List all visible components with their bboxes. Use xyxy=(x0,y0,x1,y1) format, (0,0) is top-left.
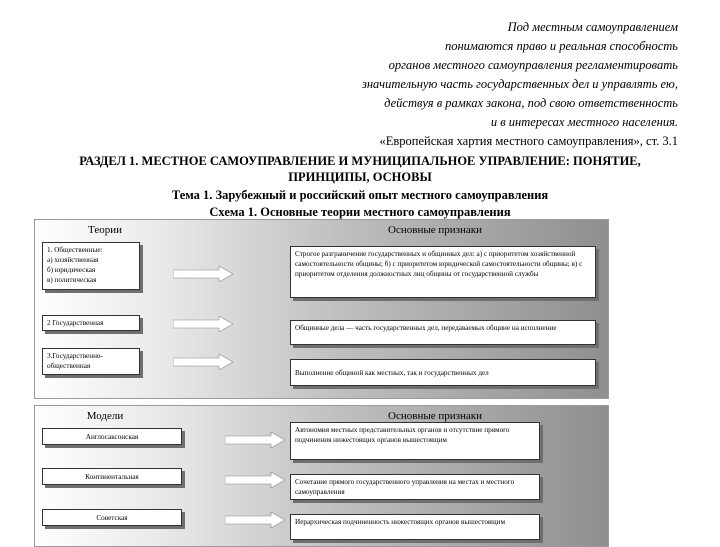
arrow-icon xyxy=(225,512,285,528)
model-soviet-feature: Иерархическая подчиненность нижестоящих органов вышестоящим xyxy=(290,514,540,540)
models-panel xyxy=(34,405,609,547)
models-column-header: Модели xyxy=(86,410,124,422)
topic-title: Тема 1. Зарубежный и российский опыт местного самоуправления xyxy=(171,188,549,202)
theory-public-feature: Строгое разграничение государственных и общинных дел: а) с приоритетом хозяйственной самостоятельности общины; б) с приоритетом юридической самостоятельности общины; в) с приоритетом отделения должностных лиц общины от государственной службы xyxy=(290,246,596,298)
theory-public-box: 1. Общественные: а) хозяйственная б) юридическая в) политическая xyxy=(42,242,140,290)
theory-state-public-box: 3.Государственно- общественная xyxy=(42,348,140,375)
arrow-icon xyxy=(225,432,285,448)
section-title-line-1: РАЗДЕЛ 1. МЕСТНОЕ САМОУПРАВЛЕНИЕ И МУНИЦИПАЛЬНОЕ УПРАВЛЕНИЕ: ПОНЯТИЕ, xyxy=(79,154,641,168)
arrow-icon xyxy=(173,266,233,282)
theories-column-header: Теории xyxy=(88,224,122,236)
epigraph xyxy=(258,18,678,151)
epigraph-line: и в интересах местного населения. xyxy=(490,115,678,129)
theory-state-box: 2 Государственная xyxy=(42,315,140,331)
epigraph-source: «Европейская хартия местного самоуправления», ст. 3.1 xyxy=(379,134,678,148)
theories-features-header: Основные признаки xyxy=(388,224,482,236)
model-anglo-saxon-box: Англосаксонская xyxy=(42,428,182,445)
model-anglo-saxon-feature: Автономия местных представительных органов и отсутствие прямого подчинения нижестоящих органов вышестоящим xyxy=(290,422,540,460)
scheme-title: Схема 1. Основные теории местного самоуправления xyxy=(209,205,511,219)
arrow-icon xyxy=(173,354,233,370)
theory-state-public-feature: Выполнение общиной как местных, так и государственных дел xyxy=(290,359,596,386)
model-continental-feature: Сочетание прямого государственного управления на местах и местного самоуправления xyxy=(290,474,540,500)
section-title-line-2: ПРИНЦИПЫ, ОСНОВЫ xyxy=(288,170,432,184)
model-soviet-box: Советская xyxy=(42,509,182,526)
model-continental-box: Континентальная xyxy=(42,468,182,485)
epigraph-line: действуя в рамках закона, под свою ответственность xyxy=(384,96,678,110)
models-features-header: Основные признаки xyxy=(388,410,482,422)
epigraph-line: органов местного самоуправления регламентировать xyxy=(388,58,678,72)
theories-panel xyxy=(34,219,609,399)
theory-state-feature: Общинные дела — часть государственных дел, передаваемых общине на исполнение xyxy=(290,320,596,345)
epigraph-line: Под местным самоуправлением xyxy=(507,20,678,34)
arrow-icon xyxy=(225,472,285,488)
epigraph-line: понимаются право и реальная способность xyxy=(444,39,678,53)
epigraph-line: значительную часть государственных дел и управлять ею, xyxy=(361,77,678,91)
arrow-icon xyxy=(173,316,233,332)
